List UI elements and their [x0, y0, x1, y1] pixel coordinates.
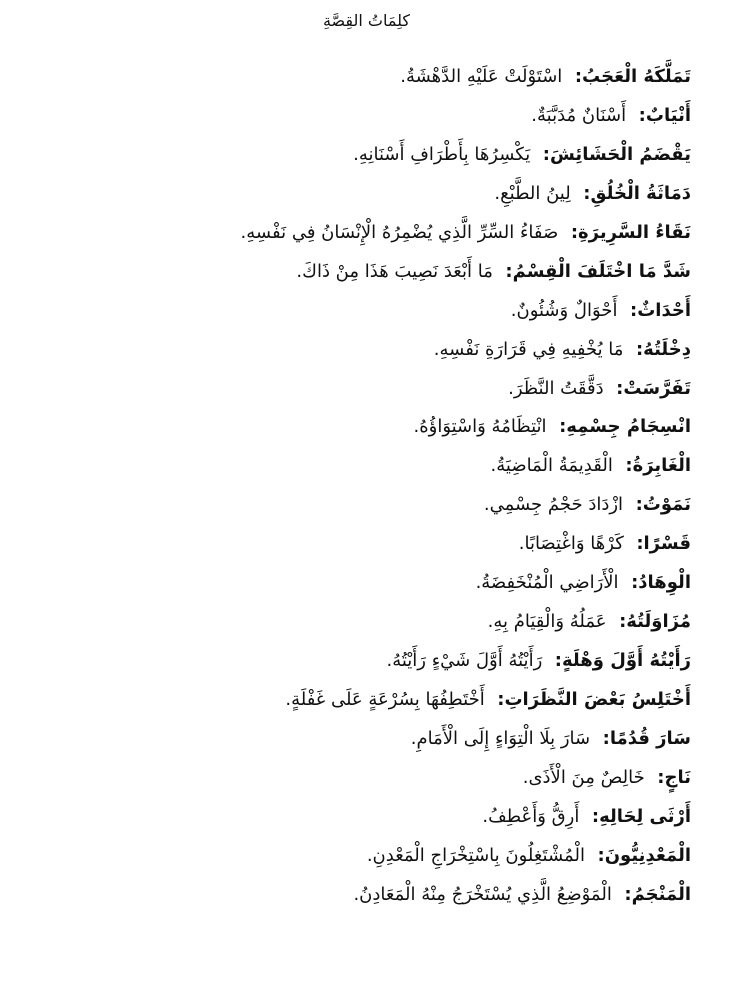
- vocab-separator: :: [623, 338, 644, 360]
- vocab-term: أَخْتَلِسُ بَعْضَ النَّظَرَاتِ: [504, 689, 691, 710]
- vocab-definition: سَارَ بِلَا الْتِوَاءٍ إِلَى الْأَمَامِ.: [410, 727, 591, 749]
- vocab-entry: [31, 525, 691, 564]
- vocab-term: الْوِهَادُ: [638, 572, 691, 594]
- vocab-term: أَرْثَى لِحَالِهِ: [599, 805, 691, 827]
- vocab-entry: [31, 175, 691, 214]
- vocab-entry: [31, 408, 691, 447]
- vocab-entry: [31, 798, 691, 837]
- vocab-definition: أَسْنَانٌ مُدَبَّبَةٌ.: [531, 104, 627, 126]
- vocab-term: الْمَنْجَمُ: [631, 883, 691, 905]
- vocab-definition: لِينُ الطَّبْعِ.: [494, 182, 571, 204]
- vocab-entry: [31, 214, 691, 253]
- vocab-separator: :: [644, 766, 665, 788]
- vocab-term: الْغَابِرَةُ: [632, 455, 691, 477]
- vocab-definition: أَخْتَطِفُهَا بِسُرْعَةٍ عَلَى غَفْلَةٍ.: [285, 689, 485, 710]
- vocab-definition: كَرْهًا وَاغْتِصَابًا.: [518, 533, 624, 555]
- vocab-separator: :: [546, 416, 567, 438]
- vocab-separator: :: [562, 66, 583, 87]
- vocab-separator: :: [623, 533, 644, 555]
- vocab-entry: [31, 642, 691, 681]
- vocab-entry: [31, 331, 691, 370]
- vocab-separator: :: [618, 572, 639, 594]
- vocab-separator: :: [484, 689, 505, 710]
- vocab-term: قَسْرًا: [643, 533, 691, 555]
- vocab-definition: الْمَوْضِعُ الَّذِي يُسْتَخْرَجُ مِنْهُ الْمَعَادِنُ.: [353, 883, 612, 905]
- vocab-entry: [31, 97, 691, 136]
- vocab-separator: :: [626, 104, 646, 126]
- vocab-separator: :: [590, 727, 610, 749]
- vocab-definition: خَالِصٌ مِنَ الْأَذَى.: [522, 766, 645, 788]
- vocab-entry: [31, 837, 691, 876]
- vocab-term: تَفَرَّسَتْ: [623, 377, 691, 399]
- vocab-separator: :: [611, 883, 632, 905]
- vocab-entry: [31, 136, 691, 175]
- vocab-term: شَدَّ مَا اخْتَلَفَ الْقِسْمُ: [512, 260, 691, 282]
- vocab-definition: دَقَّقَتُ النَّظَرَ.: [508, 377, 604, 399]
- vocab-entry: [31, 681, 691, 720]
- vocab-term: سَارَ قُدُمًا: [609, 727, 691, 749]
- vocab-term: رَأَيْتُهُ أَوَّلَ وَهْلَةٍ: [562, 650, 691, 672]
- vocab-definition: مَا يُخْفِيهِ فِي قَرَارَةِ نَفْسِهِ.: [433, 338, 624, 360]
- page-title: كلِمَاتُ القِصَّةِ: [322, 11, 411, 30]
- vocab-separator: :: [530, 143, 550, 165]
- vocab-entry: [31, 370, 691, 409]
- vocab-separator: :: [584, 844, 605, 866]
- vocab-term: دَمَاثَةُ الْخُلُقِ: [590, 182, 691, 204]
- vocab-term: يَقْضَمُ الْحَشَائِشَ: [549, 143, 691, 165]
- vocab-term: الْمَعْدِنِيُّونَ: [604, 844, 691, 866]
- vocab-entry: [31, 603, 691, 642]
- vocab-definition: انْتِظَامُهُ وَاسْتِوَاؤُهُ.: [413, 416, 547, 438]
- vocab-entry: [31, 447, 691, 486]
- vocab-definition: رَأَيْتُهُ أَوَّلَ شَيْءٍ رَأَيْتُهُ.: [386, 650, 543, 672]
- vocab-term: أَحْدَاثٌ: [637, 299, 691, 321]
- vocab-separator: :: [570, 182, 591, 204]
- vocab-definition: اسْتَوْلَتْ عَلَيْهِ الدَّهْشَةُ.: [400, 66, 563, 87]
- vocab-entry: [31, 564, 691, 603]
- vocab-separator: :: [579, 805, 600, 827]
- vocab-separator: :: [558, 221, 579, 243]
- vocab-definition: الْقَدِيمَةُ الْمَاضِيَةُ.: [490, 455, 613, 477]
- vocab-separator: :: [542, 650, 562, 672]
- vocab-entry: [31, 253, 691, 292]
- vocab-entry: [31, 876, 691, 915]
- vocab-definition: ازْدَادَ حَجْمُ جِسْمِي.: [483, 494, 624, 516]
- vocab-definition: الْأَرَاضِي الْمُنْخَفِضَةُ.: [475, 572, 619, 594]
- vocabulary-list: [31, 58, 691, 915]
- vocab-definition: مَا أَبْعَدَ نَصِيبَ هَذَا مِنْ ذَاكَ.: [296, 260, 493, 282]
- vocab-term: دِخْلَتُهُ: [643, 338, 691, 360]
- vocab-separator: :: [603, 377, 624, 399]
- vocab-term: انْسِجَامُ جِسْمِهِ: [566, 416, 691, 438]
- vocab-term: نَاجٍ: [664, 766, 691, 788]
- vocab-definition: يَكْسِرُهَا بِأَطْرَافِ أَسْنَانِهِ.: [353, 143, 531, 165]
- vocab-separator: :: [612, 455, 633, 477]
- vocab-definition: أَحْوَالٌ وَشُئُونٌ.: [510, 299, 618, 321]
- vocab-separator: :: [623, 494, 643, 516]
- vocab-entry: [31, 292, 691, 331]
- vocab-definition: صَفَاءُ السِّرِّ الَّذِي يُضْمِرُهُ الْإِنْسَانُ فِي نَفْسِهِ.: [240, 221, 559, 243]
- vocab-separator: :: [492, 260, 513, 282]
- vocab-entry: [31, 58, 691, 97]
- vocab-entry: [31, 759, 691, 798]
- vocab-term: مُزَاوَلَتُهُ: [626, 611, 691, 633]
- vocab-definition: عَمَلُهُ وَالْقِيَامُ بِهِ.: [487, 611, 607, 633]
- vocab-separator: :: [606, 611, 627, 633]
- vocab-definition: الْمُشْتَغِلُونَ بِاسْتِخْرَاجِ الْمَعْدِنِ.: [366, 844, 585, 866]
- vocab-term: تَمَلَّكَهُ الْعَجَبُ: [582, 66, 691, 87]
- vocab-term: أَنْيَابٌ: [645, 104, 691, 126]
- vocab-separator: :: [617, 299, 638, 321]
- vocab-term: نَقَاءُ السَّرِيرَةِ: [578, 221, 691, 243]
- vocab-entry: [31, 720, 691, 759]
- vocab-definition: أَرِقُّ وَأَعْطِفُ.: [482, 805, 580, 827]
- vocab-entry: [31, 486, 691, 525]
- vocab-term: نَمَوْتُ: [642, 494, 691, 516]
